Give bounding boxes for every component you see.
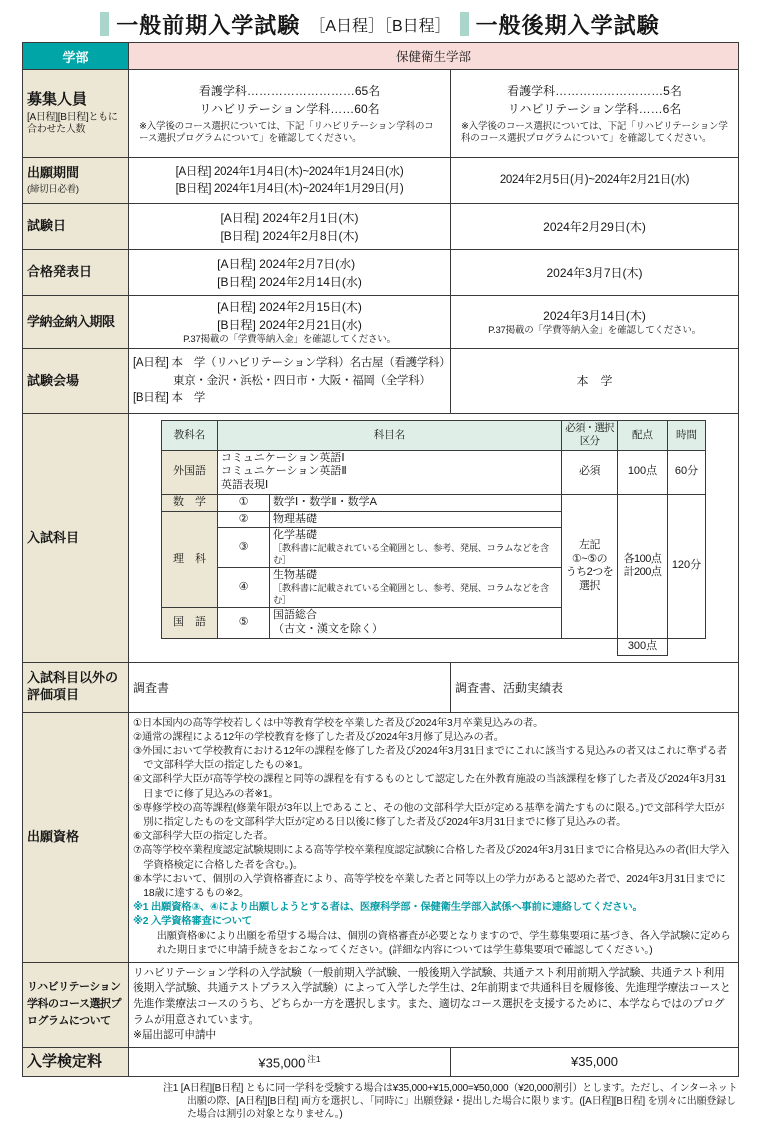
subjects-row — [23, 414, 739, 662]
recruit-label-text: 募集人員 — [27, 91, 88, 109]
col-header-selection: 必須・選択区分 — [562, 421, 618, 450]
evaluation-left: 調査書 — [129, 662, 451, 712]
fee-label: 入学検定料 — [23, 1047, 129, 1076]
eligibility-item: ①日本国内の高等学校若しくは中等教育学校を卒業した者及び2024年3月卒業見込みの者。 — [133, 717, 544, 729]
math-row — [162, 494, 706, 511]
venue-left-cell — [129, 349, 451, 414]
eligibility-note2-title: ※2 入学資格審査について — [133, 916, 252, 928]
foreign-language-row — [162, 450, 706, 494]
total-row-spacer-left — [162, 638, 562, 655]
col-header-group: 教科名 — [162, 421, 218, 450]
footnote-prefix: 注1 — [163, 1082, 179, 1094]
points-span-l2: 計200点 — [623, 566, 662, 579]
eligibility-content — [129, 712, 739, 962]
venue-right-cell: 本 学 — [451, 349, 739, 414]
exam-date-left-cell — [129, 204, 451, 250]
japanese-name: 国語総合 — [273, 609, 317, 622]
selection-span-l4: 選択 — [579, 580, 600, 593]
exam-date-right-cell: 2024年2月29日(木) — [451, 204, 739, 250]
fee-row — [23, 1047, 739, 1076]
group-foreign: 外国語 — [162, 450, 218, 494]
payment-left-b: [B日程] 2024年2月21日(水) — [217, 318, 362, 332]
recruit-left-note: ※入学後のコース選択については、下記「リハビリテーション学科のコース選択プログラムについて」を確認してください。 — [139, 120, 434, 144]
venue-left-line3: [B日程] 本 学 — [133, 391, 206, 404]
fee-right-cell: ¥35,000 — [451, 1047, 739, 1076]
application-period-row — [23, 158, 739, 204]
col-header-name: 科目名 — [218, 421, 562, 450]
eligibility-item: ③外国において学校教育における12年の課程を修了した者及び2024年3月31日までにこれに該当する見込みの者又はこれに準ずる者で文部科学大臣の指定したもの※1。 — [133, 745, 727, 772]
selection-span-cell — [562, 494, 618, 638]
biology-name: 生物基礎 — [273, 569, 317, 582]
footnote — [163, 1082, 741, 1121]
physics-name: 物理基礎 — [270, 511, 562, 528]
exam-date-left-a: [A日程] 2024年2月1日(木) — [220, 210, 359, 225]
eligibility-note1: ※1 出願資格③、④により出願しようとする者は、医療科学部・保健衛生学部入試係へ事前に連絡してください。 — [133, 902, 643, 914]
selection-span-l3: うち2つを — [565, 566, 614, 579]
course-program-note: ※届出認可申請中 — [133, 1029, 217, 1042]
title-front-exam: 一般前期入学試験 — [116, 12, 301, 38]
period-left-cell — [129, 158, 451, 204]
chemistry-note: ［教科書に記載されている全範囲とし、参考、発展、コラムなどを含む］ — [273, 543, 549, 565]
col-header-time: 時間 — [668, 421, 706, 450]
subjects-header-row — [162, 421, 706, 450]
period-label-text: 出願期間 — [27, 165, 80, 181]
recruit-right-rehab: リハビリテーション学科……6名 — [507, 101, 682, 116]
fee-left-amount: ¥35,000 — [258, 1055, 306, 1071]
exam-date-row — [23, 204, 739, 250]
group-japanese: 国 語 — [162, 608, 218, 639]
eligibility-item: ⑦高等学校卒業程度認定試験規則による高等学校卒業程度認定試験に合格した者及び2024年3月31日までに合格見込みの者(旧大学入学資格検定に合格した者を含む。)。 — [133, 845, 730, 871]
group-math: 数 学 — [162, 494, 218, 511]
recruit-right-cell — [451, 70, 739, 158]
faculty-value: 保健衛生学部 — [129, 43, 739, 70]
title-accent-bar-late — [460, 12, 469, 36]
group-science: 理 科 — [162, 511, 218, 608]
chemistry-name-cell — [270, 528, 562, 568]
eligibility-label: 出願資格 — [23, 712, 129, 962]
biology-note: ［教科書に記載されている全範囲とし、参考、発展、コラムなどを含む］ — [273, 583, 549, 605]
result-date-label: 合格発表日 — [23, 250, 129, 296]
recruit-row — [23, 70, 739, 158]
subjects-content-cell — [129, 414, 739, 662]
total-points: 300点 — [618, 638, 668, 655]
fee-left-sup: 注1 — [307, 1054, 321, 1065]
foreign-selection: 必須 — [562, 450, 618, 494]
faculty-row — [23, 43, 739, 70]
course-program-body: リハビリテーション学科の入学試験（一般前期入学試験、一般後期入学試験、共通テスト利用前期入学試験、共通テスト利用後期入学試験、共通テストプラス入学試験）によって入学した学生は、2年前期まで共通科目を履修後、先進理学療法コースと先進作業療法コースのうち、どちらか一方を選択します。また、適切なコース選択を支援するために、本学ならではのプログラムが用意されています。 — [133, 966, 731, 1026]
foreign-points: 100点 — [618, 450, 668, 494]
selection-span-l1: 左記 — [579, 538, 600, 551]
eligibility-item: ⑥文部科学大臣の指定した者。 — [133, 831, 274, 843]
exam-date-label: 試験日 — [23, 204, 129, 250]
venue-label: 試験会場 — [23, 349, 129, 414]
physics-num: ② — [218, 511, 270, 528]
exam-date-left-b: [B日程] 2024年2月8日(木) — [220, 228, 359, 243]
footnote-body: [A日程][B日程] ともに同一学科を受験する場合は¥35,000+¥15,000=¥50,000（¥20,000割引）とします。ただし、インターネット出願の際、[A日程][B日程] 両方を選択し、「同時に」出願登録・提出した場合に限ります。([A日程][B日程] を別々に出願登録した場合は割引の対象となりません。) — [180, 1082, 738, 1120]
recruit-left-nursing: 看護学科………………………65名 — [198, 83, 381, 98]
total-row-spacer-selection — [562, 638, 618, 655]
faculty-label: 学部 — [23, 43, 129, 70]
payment-left-a: [A日程] 2024年2月15日(木) — [217, 300, 362, 314]
points-span-l1: 各100点 — [623, 552, 662, 565]
result-date-right-cell: 2024年3月7日(木) — [451, 250, 739, 296]
result-date-left-a: [A日程] 2024年2月7日(水) — [217, 256, 356, 271]
title-schedule-sub: ［A日程］［B日程］ — [309, 17, 451, 35]
recruit-left-rehab: リハビリテーション学科……60名 — [199, 101, 380, 116]
footnote-text — [163, 1082, 741, 1121]
payment-right-cell — [451, 296, 739, 349]
japanese-name-cell — [270, 608, 562, 639]
result-date-left-b: [B日程] 2024年2月14日(水) — [217, 274, 362, 289]
col-header-points: 配点 — [618, 421, 668, 450]
payment-deadline-row — [23, 296, 739, 349]
japanese-name-note: （古文・漢文を除く） — [273, 623, 383, 636]
eligibility-item: ⑤専修学校の高等課程(修業年限が3年以上であること、その他の文部科学大臣が定める基準を満たすものに限る。)で文部科学大臣が別に指定したものを文部科学大臣が定める日以後に修了した者及び2024年3月31日までに修了見込みの者。 — [133, 802, 725, 828]
venue-row — [23, 349, 739, 414]
result-date-row — [23, 250, 739, 296]
venue-left-line1: [A日程] 本 学（リハビリテーション学科）名古屋（看護学科） — [133, 357, 451, 370]
payment-right-date: 2024年3月14日(木) — [543, 309, 646, 323]
selection-span-l2: ①~⑤の — [571, 552, 608, 565]
evaluation-right: 調査書、活動実績表 — [451, 662, 739, 712]
course-program-row — [23, 962, 739, 1047]
foreign-subjects — [218, 450, 562, 494]
eligibility-item: ②通常の課程による12年の学校教育を修了した者及び2024年3月修了見込みの者。 — [133, 731, 504, 743]
recruit-label-sub: [A日程][B日程]ともに合わせた人数 — [27, 111, 118, 136]
subjects-label: 入試科目 — [23, 414, 129, 662]
time-span-cell: 120分 — [668, 494, 706, 638]
title-accent-bar-front — [100, 12, 109, 36]
period-label-sub: (締切日必着) — [27, 184, 79, 195]
eligibility-item: ④文部科学大臣が高等学校の課程と同等の課程を有するものとして認定した在外教育施設の当該課程を修了した者及び2024年3月31日までに修了見込みの者※1。 — [133, 774, 726, 800]
recruit-right-nursing: 看護学科………………………5名 — [507, 83, 682, 98]
points-total-row — [162, 638, 706, 655]
recruit-left-cell — [129, 70, 451, 158]
points-span-cell — [618, 494, 668, 638]
biology-name-cell — [270, 568, 562, 608]
foreign-time: 60分 — [668, 450, 706, 494]
payment-right-note: P.37掲載の「学費等納入金」を確認してください。 — [488, 325, 701, 336]
evaluation-label: 入試科目以外の評価項目 — [23, 662, 129, 712]
result-date-left-cell — [129, 250, 451, 296]
period-left-b: [B日程] 2024年1月4日(木)~2024年1月29日(月) — [175, 182, 404, 195]
payment-label: 学納金納入期限 — [23, 296, 129, 349]
period-left-a: [A日程] 2024年1月4日(木)~2024年1月24日(水) — [175, 165, 404, 178]
recruit-label — [23, 70, 129, 158]
payment-left-note: P.37掲載の「学費等納入金」を確認してください。 — [183, 334, 396, 345]
chemistry-num: ③ — [218, 528, 270, 568]
subjects-table — [161, 420, 706, 655]
recruit-right-note: ※入学後のコース選択については、下記「リハビリテーション学科のコース選択プログラムについて」を確認してください。 — [461, 120, 728, 144]
course-program-content — [129, 962, 739, 1047]
biology-num: ④ — [218, 568, 270, 608]
period-right-cell: 2024年2月5日(月)~2024年2月21日(水) — [451, 158, 739, 204]
math-num: ① — [218, 494, 270, 511]
foreign-line3: 英語表現Ⅰ — [221, 479, 269, 492]
foreign-line1: コミュニケーション英語Ⅰ — [221, 451, 345, 464]
math-name: 数学Ⅰ・数学Ⅱ・数学A — [270, 494, 562, 511]
total-row-spacer-time — [668, 638, 706, 655]
eligibility-row — [23, 712, 739, 962]
eligibility-note2-body: 出願資格⑧により出願を希望する場合は、個別の資格審査が必要となりますので、学生募集要項に基づき、各入学試験に定められた期日までに申請手続きをおこなってください。(詳細な内容については学生募集要項で確認してください。) — [156, 930, 731, 956]
venue-left-line2: 東京・金沢・浜松・四日市・大阪・福岡（全学科） — [173, 374, 431, 387]
fee-left-cell — [129, 1047, 451, 1076]
course-program-label: リハビリテーション学科のコース選択プログラムについて — [23, 962, 129, 1047]
foreign-line2: コミュニケーション英語Ⅱ — [221, 465, 347, 478]
payment-left-cell — [129, 296, 451, 349]
chemistry-name: 化学基礎 — [273, 529, 317, 542]
title-late-exam: 一般後期入学試験 — [475, 12, 660, 38]
page-title — [0, 0, 760, 42]
period-label — [23, 158, 129, 204]
japanese-num: ⑤ — [218, 608, 270, 639]
evaluation-row — [23, 662, 739, 712]
eligibility-item: ⑧本学において、個別の入学資格審査により、高等学校を卒業した者と同等以上の学力があると認めた者で、2024年3月31日までに18歳に達するもの※2。 — [133, 873, 726, 899]
admission-table — [22, 42, 739, 1077]
